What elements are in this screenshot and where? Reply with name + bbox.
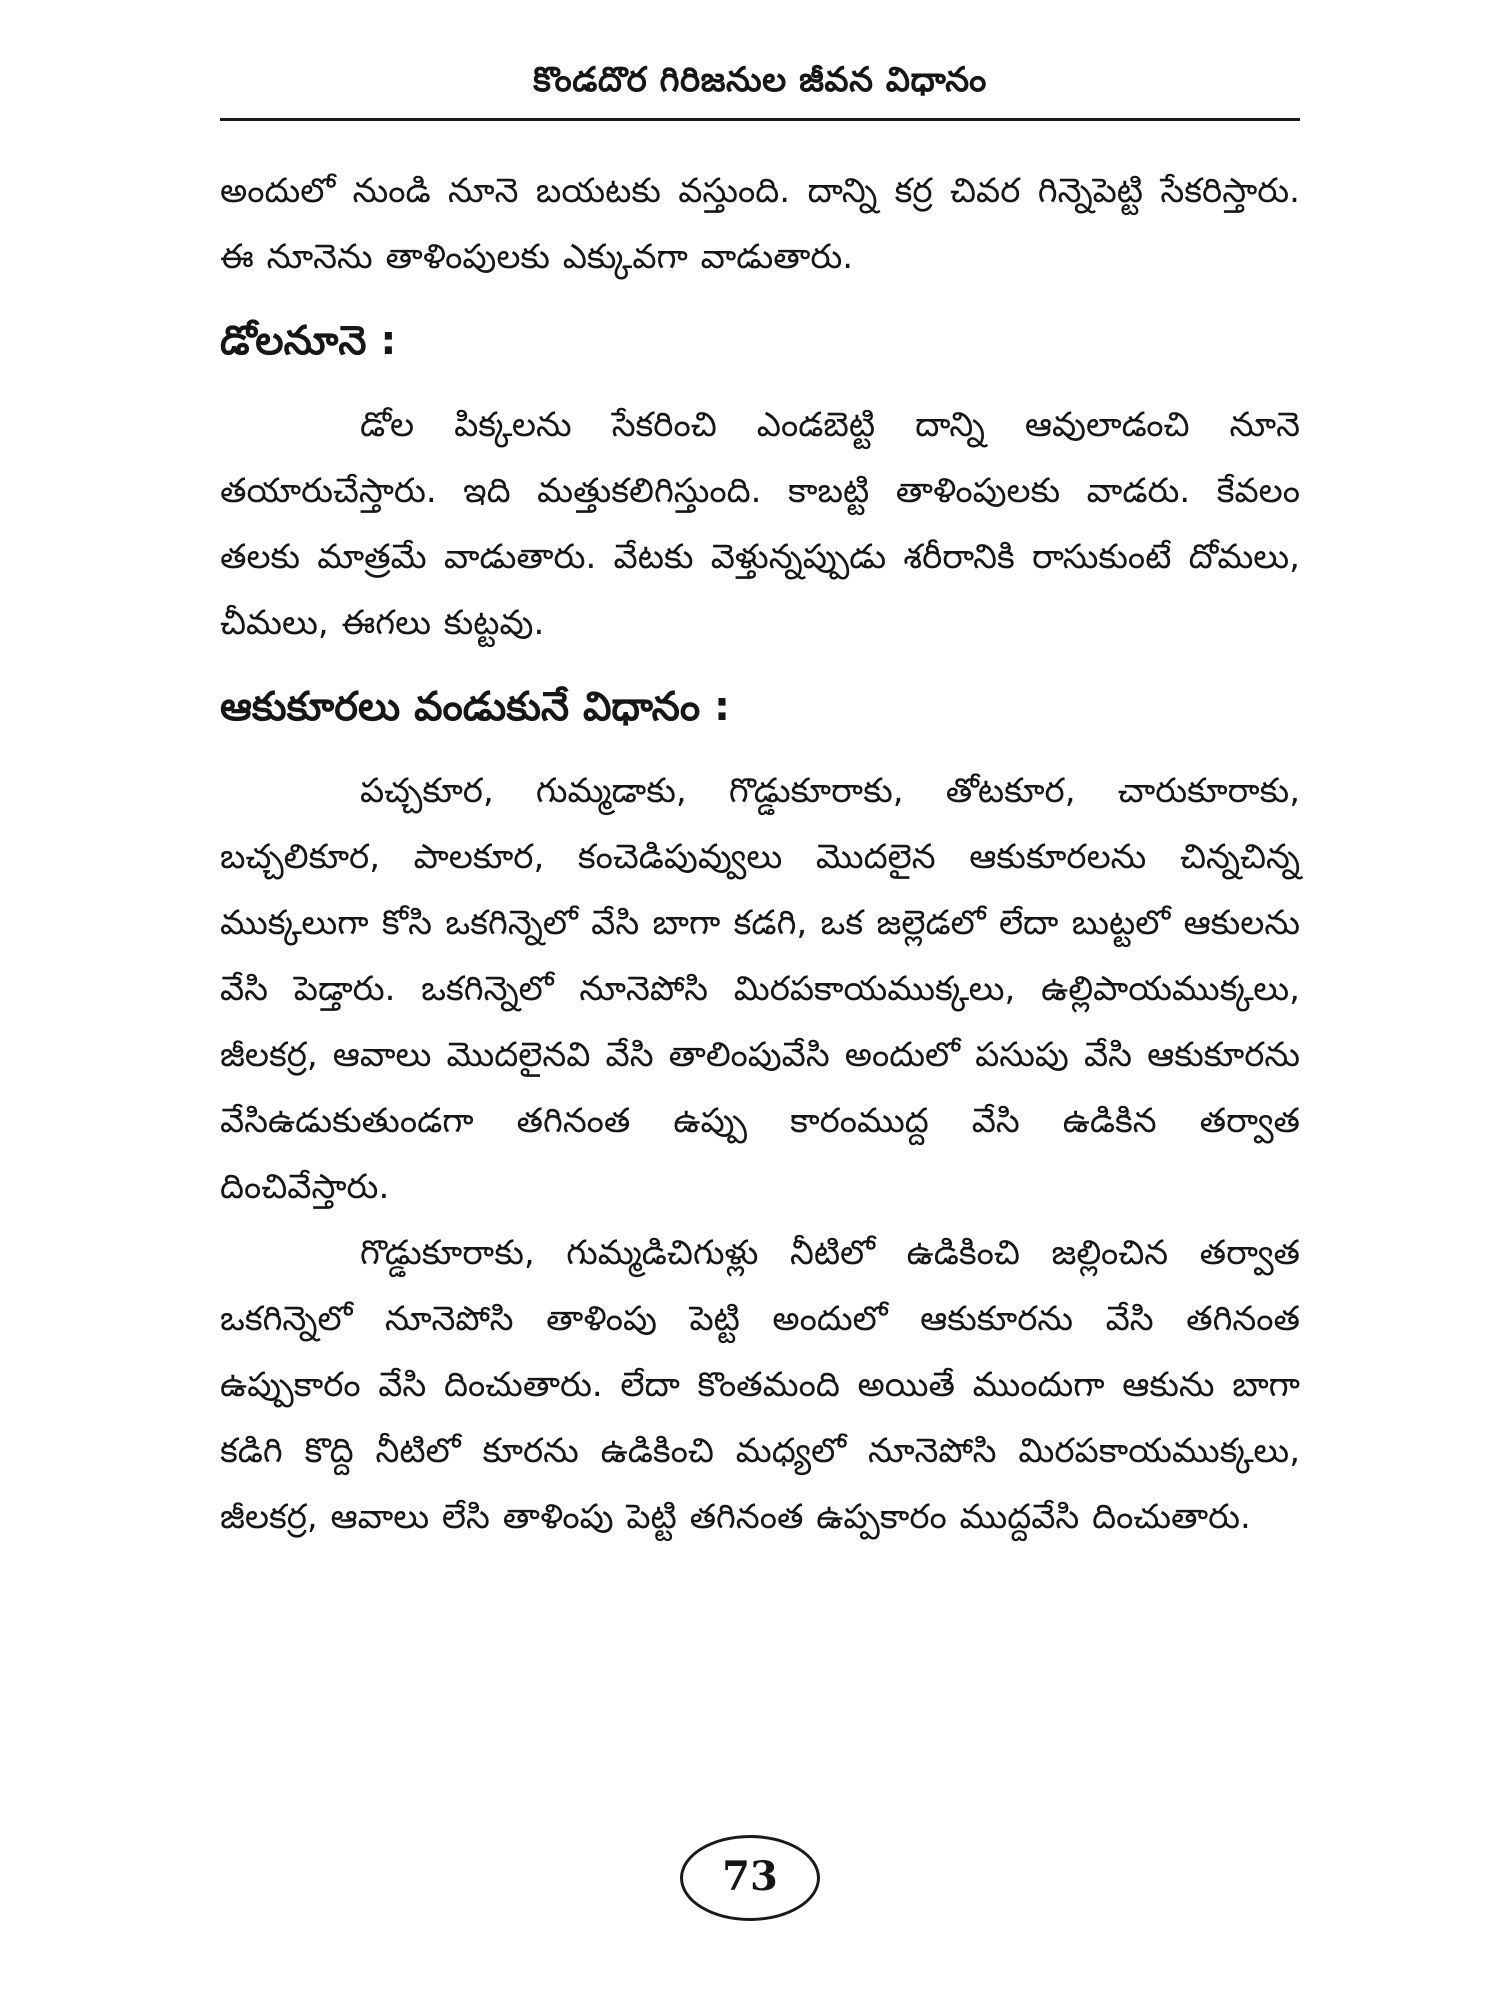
paragraph-oil-collection: అందులో నుండి నూనె బయటకు వస్తుంది. దాన్ని కర్ర చివర గిన్నెపెట్టి సేకరిస్తారు. ఈ నూనెను తాళింపులకు ఎక్కువగా వాడుతారు. xyxy=(220,171,1300,277)
page-number-badge: 73 xyxy=(680,1835,820,1921)
section-heading-greens-cooking: ఆకుకూరలు వండుకునే విధానం : xyxy=(220,684,731,730)
page-content xyxy=(220,158,1300,1550)
running-header-title: కొండదొర గిరిజనుల జీవన విధానం xyxy=(533,60,987,100)
section-heading-dola-oil: డోలనూనె : xyxy=(220,318,397,364)
paragraph-greens-alternative: గొడ్డుకూరాకు, గుమ్మడిచిగుళ్లు నీటిలో ఉడికించి జల్లించిన తర్వాత ఒకగిన్నెలో నూనెపోసి తాళింపు పెట్టి అందులో ఆకుకూరను వేసి తగినంత ఉప్పుకారం వేసి దించుతారు. లేదా కొంతమంది అయితే ముందుగా ఆకును బాగా కడిగి కొద్ది నీటిలో కూరను ఉడికించి మధ్యలో నూనెపోసి మిరపకాయముక్కలు, జీలకర్ర, ఆవాలు లేసి తాళింపు పెట్టి తగినంత ఉప్పకారం ముద్దవేసి దించుతారు. xyxy=(220,1233,1300,1537)
header-divider xyxy=(220,118,1300,121)
paragraph-greens-preparation: పచ్చకూర, గుమ్మడాకు, గొడ్డుకూరాకు, తోటకూర, చారుకూరాకు, బచ్చలికూర, పాలకూర, కంచెడిపువ్వులు మొదలైన ఆకుకూరలను చిన్నచిన్న ముక్కలుగా కోసి ఒకగిన్నెలో వేసి బాగా కడగి, ఒక జల్లెడలో లేదా బుట్టలో ఆకులను వేసి పెడ్తారు. ఒకగిన్నెలో నూనెపోసి మిరపకాయముక్కలు, ఉల్లిపాయముక్కలు, జీలకర్ర, ఆవాలు మొదలైనవి వేసి తాలింపువేసి అందులో పసుపు వేసి ఆకుకూరను వేసిఉడుకుతుండగా తగినంత ఉప్పు కారంముద్ద వేసి ఉడికిన తర్వాత దించివేస్తారు. xyxy=(220,771,1300,1207)
paragraph-dola-oil: డోల పిక్కలను సేకరించి ఎండబెట్టి దాన్ని ఆవులాడంచి నూనె తయారుచేస్తారు. ఇది మత్తుకలిగిస్తుంది. కాబట్టి తాళింపులకు వాడరు. కేవలం తలకు మాత్రమే వాడుతారు. వేటకు వెళ్తున్నప్పుడు శరీరానికి రాసుకుంటే దోమలు, చీమలు, ఈగలు కుట్టవు. xyxy=(220,405,1300,643)
